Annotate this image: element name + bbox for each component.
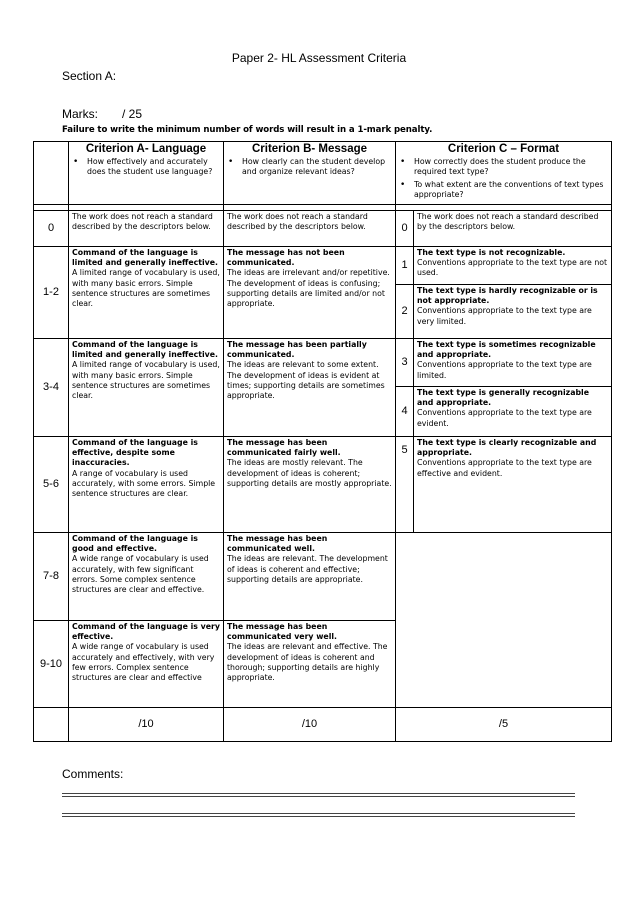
- band-row: [34, 211, 612, 247]
- criterion-c-header: [396, 142, 612, 205]
- criterion-c-level: 0: [396, 211, 414, 247]
- criterion-c-level: 2: [396, 285, 414, 339]
- header-blank-cell: [34, 142, 69, 205]
- criterion-c-descriptor: The text type is clearly recognizable and appropriate. Conventions appropriate to the text type are effective and evident.: [414, 437, 612, 533]
- criterion-c-bullet: • To what extent are the conventions of text types appropriate?: [400, 179, 604, 199]
- criterion-a-descriptor: Command of the language is good and effective. A wide range of vocabulary is used accurately, with few significant errors. Some complex sentence structures are clear and effective.: [69, 533, 224, 621]
- band-score: 7-8: [34, 533, 69, 621]
- criterion-a-total: /10: [69, 708, 224, 742]
- criteria-table: [33, 141, 612, 742]
- criterion-a-descriptor: Command of the language is effective, despite some inaccuracies. A range of vocabulary is used accurately, with some errors. Simple sentence structures are clear.: [69, 437, 224, 533]
- totals-blank-cell: [34, 708, 69, 742]
- band-row: [34, 247, 612, 285]
- criterion-c-descriptor: The work does not reach a standard described by the descriptors below.: [414, 211, 612, 247]
- band-score: 0: [34, 211, 69, 247]
- criterion-b-descriptor: The message has been partially communicated. The ideas are relevant to some extent. The development of ideas is evident at times; supporting details are sometimes appropriate.: [224, 339, 396, 437]
- criterion-c-descriptor: The text type is sometimes recognizable and appropriate. Conventions appropriate to the text type are limited.: [414, 339, 612, 387]
- band-row: [34, 437, 612, 533]
- criterion-c-descriptor: The text type is generally recognizable and appropriate. Conventions appropriate to the text type are evident.: [414, 387, 612, 437]
- criterion-a-bullet: • How effectively and accurately does the student use language?: [73, 157, 213, 177]
- criterion-b-descriptor: The message has been communicated very well. The ideas are relevant and effective. The development of ideas is coherent and thorough; supporting details are highly appropriate.: [224, 621, 396, 708]
- criterion-b-descriptor: The message has not been communicated. The ideas are irrelevant and/or repetitive. The development of ideas is confusing; supporting details are limited and/or not appropriate.: [224, 247, 396, 339]
- criterion-c-level: 5: [396, 437, 414, 533]
- band-score: 1-2: [34, 247, 69, 339]
- criterion-c-descriptor: The text type is hardly recognizable or is not appropriate. Conventions appropriate to the text type are very limited.: [414, 285, 612, 339]
- criterion-a-descriptor: Command of the language is limited and generally ineffective. A limited range of vocabulary is used, with many basic errors. Simple sentence structures are sometimes clear.: [69, 339, 224, 437]
- comment-line: [62, 813, 575, 814]
- criterion-a-descriptor: Command of the language is very effective. A wide range of vocabulary is used accurately and effectively, with very few errors. Complex sentence structures are clear and effective: [69, 621, 224, 708]
- header-row: [34, 142, 612, 205]
- marks-value: / 25: [122, 107, 143, 121]
- criterion-b-total: /10: [224, 708, 396, 742]
- criterion-b-title: Criterion B- Message: [251, 143, 368, 155]
- criterion-b-descriptor: The work does not reach a standard described by the descriptors below.: [224, 211, 396, 247]
- section-label: Section A:: [62, 69, 117, 83]
- bullet-icon: •: [228, 157, 234, 168]
- criterion-a-title: Criterion A- Language: [85, 143, 207, 155]
- band-score: 3-4: [34, 339, 69, 437]
- criterion-c-level: 1: [396, 247, 414, 285]
- criterion-c-title: Criterion C – Format: [447, 143, 560, 155]
- comment-line: [62, 816, 575, 817]
- comment-line: [62, 793, 575, 794]
- bullet-icon: •: [73, 157, 79, 168]
- band-score: 9-10: [34, 621, 69, 708]
- band-row: [34, 533, 612, 621]
- band-score: 5-6: [34, 437, 69, 533]
- marks-label: Marks:: [62, 107, 98, 121]
- page-title: Paper 2- HL Assessment Criteria: [231, 51, 407, 65]
- criterion-a-descriptor: The work does not reach a standard described by the descriptors below.: [69, 211, 224, 247]
- comment-line: [62, 796, 575, 797]
- criterion-c-bullet: • How correctly does the student produce the required text type?: [400, 157, 586, 177]
- penalty-note: Failure to write the minimum number of words will result in a 1-mark penalty.: [62, 125, 433, 135]
- criterion-c-descriptor: The text type is not recognizable. Conventions appropriate to the text type are not used.: [414, 247, 612, 285]
- criterion-c-level: 4: [396, 387, 414, 437]
- criterion-b-bullet: • How clearly can the student develop and organize relevant ideas?: [228, 157, 386, 177]
- totals-row: [34, 708, 612, 742]
- criterion-a-header: [69, 142, 224, 205]
- bullet-icon: •: [400, 157, 406, 168]
- criterion-b-header: [224, 142, 396, 205]
- criterion-a-descriptor: Command of the language is limited and generally ineffective. A limited range of vocabulary is used, with many basic errors. Simple sentence structures are sometimes clear.: [69, 247, 224, 339]
- criterion-b-descriptor: The message has been communicated well. The ideas are relevant. The development of ideas is coherent and effective; supporting details are appropriate.: [224, 533, 396, 621]
- criterion-c-empty-cell: [396, 533, 612, 708]
- criterion-c-total: /5: [396, 708, 612, 742]
- marks-row: [62, 107, 142, 121]
- band-row: [34, 339, 612, 387]
- criterion-c-level: 3: [396, 339, 414, 387]
- bullet-icon: •: [400, 179, 406, 190]
- criterion-b-descriptor: The message has been communicated fairly well. The ideas are mostly relevant. The development of ideas is coherent; supporting details are mostly appropriate.: [224, 437, 396, 533]
- comments-label: Comments:: [62, 767, 124, 781]
